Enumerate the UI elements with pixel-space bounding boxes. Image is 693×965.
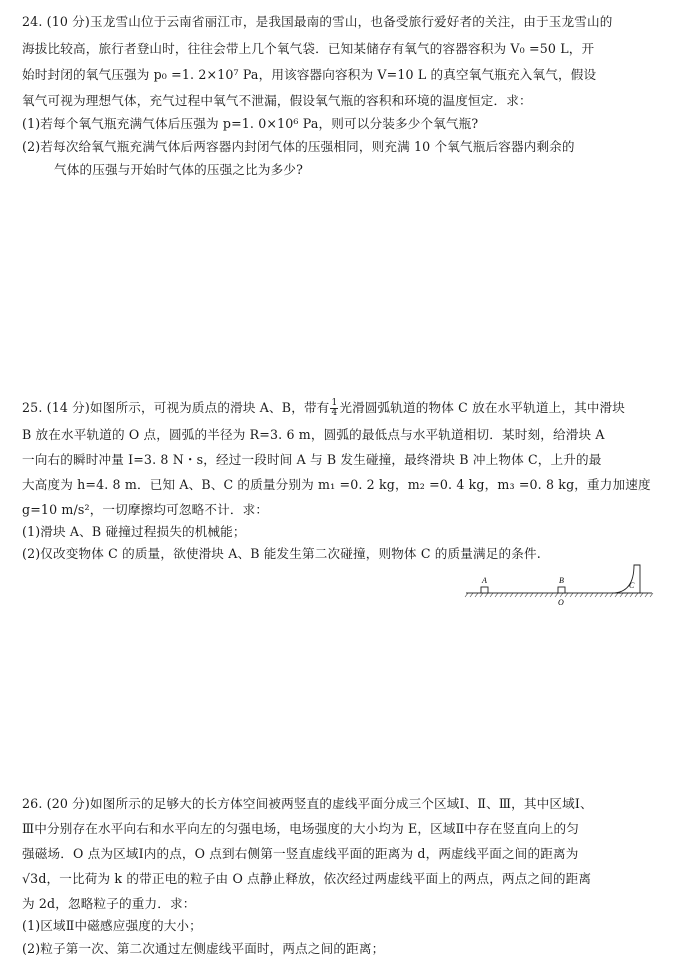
- quarter-fraction: [330, 399, 338, 418]
- block-a: [481, 587, 488, 593]
- q24-line-3: 始时封闭的氧气压强为 p₀ =1. 2×10⁷ Pa，用该容器向容积为 V=10 L 的真空氧气瓶充入氧气，假设: [22, 67, 597, 82]
- q24-line-1: 24. (10 分)玉龙雪山位于云南省丽江市，是我国最南的雪山，也备受旅行爱好者的关注，由于玉龙雪山的: [22, 14, 613, 29]
- q26-line-4: √3d，一比荷为 k 的带正电的粒子由 O 点静止释放，依次经过两虚线平面上的两点，两点之间的距离: [22, 871, 592, 886]
- q25-line-1: [22, 399, 625, 418]
- object-c-arc: [612, 565, 640, 593]
- q25-subquestion-2: (2)仅改变物体 C 的质量，欲使滑块 A、B 能发生第二次碰撞，则物体 C 的质量满足的条件.: [22, 546, 541, 561]
- q26-subquestion-2: (2)粒子第一次、第二次通过左侧虚线平面时，两点之间的距离；: [22, 941, 385, 956]
- q25-line-3: 一向右的瞬时冲量 I=3. 8 N・s，经过一段时间 A 与 B 发生碰撞，最终滑块 B 冲上物体 C，上升的最: [22, 452, 602, 467]
- q24-line-4: 氧气可视为理想气体，充气过程中氧气不泄漏，假设氧气瓶的容积和环境的温度恒定．求：: [22, 93, 532, 108]
- label-c: C: [629, 581, 635, 590]
- label-b: B: [559, 576, 564, 585]
- q25-line-1-end: 光滑圆弧轨道的物体 C 放在水平轨道上，其中滑块: [339, 400, 626, 415]
- q25-line-2: B 放在水平轨道的 O 点，圆弧的半径为 R=3. 6 m，圆弧的最低点与水平轨道相切．某时刻，给滑块 A: [22, 427, 605, 442]
- track-diagram: [462, 556, 662, 616]
- q26-subquestion-1: (1)区域Ⅱ中磁感应强度的大小；: [22, 918, 202, 933]
- q25-line-5: g=10 m/s²，一切摩擦均可忽略不计．求：: [22, 502, 269, 517]
- q24-subquestion-1: (1)若每个氧气瓶充满气体后压强为 p=1. 0×10⁶ Pa，则可以分装多少个氧气瓶?: [22, 116, 479, 131]
- q24-subquestion-2-cont: 气体的压强与开始时气体的压强之比为多少?: [54, 162, 304, 177]
- q26-line-5: 为 2d，忽略粒子的重力．求：: [22, 896, 196, 911]
- q25-line-1-start: 25. (14 分)如图所示，可视为质点的滑块 A、B，带有: [22, 400, 330, 415]
- q25-subquestion-1: (1)滑块 A、B 碰撞过程损失的机械能；: [22, 524, 246, 539]
- q26-line-1: 26. (20 分)如图所示的足够大的长方体空间被两竖直的虚线平面分成三个区域Ⅰ、Ⅱ、Ⅲ，其中区域Ⅰ、: [22, 796, 593, 811]
- label-o: O: [558, 598, 564, 607]
- q26-line-2: Ⅲ中分别存在水平向右和水平向左的匀强电场，电场强度的大小均为 E，区域Ⅱ中存在竖直向上的匀: [22, 821, 579, 836]
- q26-line-3: 强磁场．O 点为区域Ⅰ内的点，O 点到右侧第一竖直虚线平面的距离为 d，两虚线平面之间的距离为: [22, 846, 579, 861]
- q25-line-4: 大高度为 h=4. 8 m．已知 A、B、C 的质量分别为 m₁ =0. 2 kg，m₂ =0. 4 kg，m₃ =0. 8 kg，重力加速度: [22, 477, 651, 492]
- fraction-numerator: 1: [331, 398, 338, 408]
- fraction-denominator: 4: [331, 408, 338, 418]
- q24-line-2: 海拔比较高，旅行者登山时，往往会带上几个氧气袋．已知某储存有氧气的容器容积为 V₀ =50 L，开: [22, 41, 595, 56]
- q24-subquestion-2: (2)若每次给氧气瓶充满气体后两容器内封闭气体的压强相同，则充满 10 个氧气瓶后容器内剩余的: [22, 139, 575, 154]
- ground-hatching: [465, 593, 653, 597]
- block-b: [558, 587, 565, 593]
- label-a: A: [482, 576, 487, 585]
